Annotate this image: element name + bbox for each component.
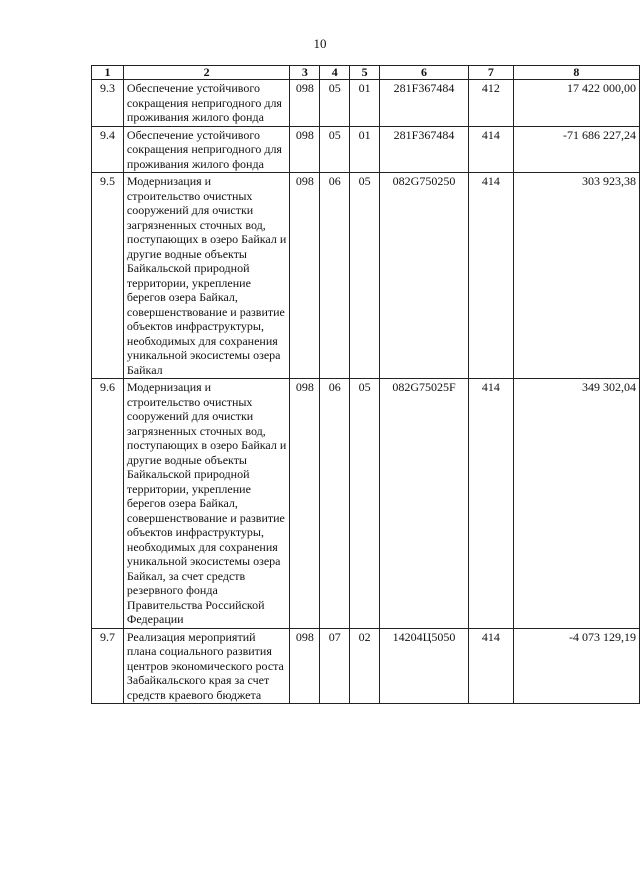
column-header: 5: [350, 66, 380, 80]
table-header-row: [92, 66, 640, 80]
column-header: 2: [123, 66, 289, 80]
row-number: 9.4: [92, 126, 124, 173]
column-header: 8: [513, 66, 639, 80]
column-header: 4: [320, 66, 350, 80]
table-row: [92, 628, 640, 704]
cell-col5: 02: [350, 628, 380, 704]
cell-col3: 098: [290, 80, 320, 127]
row-number: 9.6: [92, 379, 124, 629]
table-row: [92, 379, 640, 629]
cell-code: 14204Ц5050: [380, 628, 469, 704]
page-number: 10: [313, 36, 327, 51]
cell-col4: 05: [320, 126, 350, 173]
cell-amount: -4 073 129,19: [513, 628, 639, 704]
cell-col7: 412: [468, 80, 513, 127]
cell-col3: 098: [290, 126, 320, 173]
cell-col4: 06: [320, 379, 350, 629]
row-number: 9.3: [92, 80, 124, 127]
cell-col5: 01: [350, 80, 380, 127]
column-header: 3: [290, 66, 320, 80]
cell-code: 281F367484: [380, 126, 469, 173]
cell-amount: 349 302,04: [513, 379, 639, 629]
cell-code: 281F367484: [380, 80, 469, 127]
row-number: 9.5: [92, 173, 124, 379]
row-name: Реализация мероприятий плана социального развития центров экономического роста Забайкальского края за счет средств краевого бюджета: [123, 628, 289, 704]
row-name: Модернизация и строительство очистных сооружений для очистки загрязненных сточных вод, поступающих в озеро Байкал и другие водные объекты Байкальской природной территории, укрепление берегов озера Байкал, совершенствование и развитие объектов инфраструктуры, необходимых для сохранения уникальной экосистемы озера Байкал, за счет средств резервного фонда Правительства Российской Федерации: [123, 379, 289, 629]
cell-col4: 06: [320, 173, 350, 379]
table-row: [92, 80, 640, 127]
cell-col3: 098: [290, 628, 320, 704]
cell-amount: 17 422 000,00: [513, 80, 639, 127]
column-header: 1: [92, 66, 124, 80]
row-name: Модернизация и строительство очистных сооружений для очистки загрязненных сточных вод, поступающих в озеро Байкал и другие водные объекты Байкальской природной территории, укрепление берегов озера Байкал, совершенствование и развитие объектов инфраструктуры, необходимых для сохранения уникальной экосистемы озера Байкал: [123, 173, 289, 379]
cell-amount: -71 686 227,24: [513, 126, 639, 173]
cell-col3: 098: [290, 379, 320, 629]
cell-col5: 01: [350, 126, 380, 173]
cell-col7: 414: [468, 173, 513, 379]
cell-col4: 07: [320, 628, 350, 704]
cell-col7: 414: [468, 379, 513, 629]
row-number: 9.7: [92, 628, 124, 704]
column-header: 7: [468, 66, 513, 80]
column-header: 6: [380, 66, 469, 80]
budget-table: [91, 65, 640, 704]
table-row: [92, 173, 640, 379]
cell-col4: 05: [320, 80, 350, 127]
cell-code: 082G75025F: [380, 379, 469, 629]
cell-col7: 414: [468, 628, 513, 704]
cell-col5: 05: [350, 173, 380, 379]
cell-col3: 098: [290, 173, 320, 379]
cell-col7: 414: [468, 126, 513, 173]
table-row: [92, 126, 640, 173]
cell-amount: 303 923,38: [513, 173, 639, 379]
cell-col5: 05: [350, 379, 380, 629]
row-name: Обеспечение устойчивого сокращения непригодного для проживания жилого фонда: [123, 80, 289, 127]
cell-code: 082G750250: [380, 173, 469, 379]
row-name: Обеспечение устойчивого сокращения непригодного для проживания жилого фонда: [123, 126, 289, 173]
